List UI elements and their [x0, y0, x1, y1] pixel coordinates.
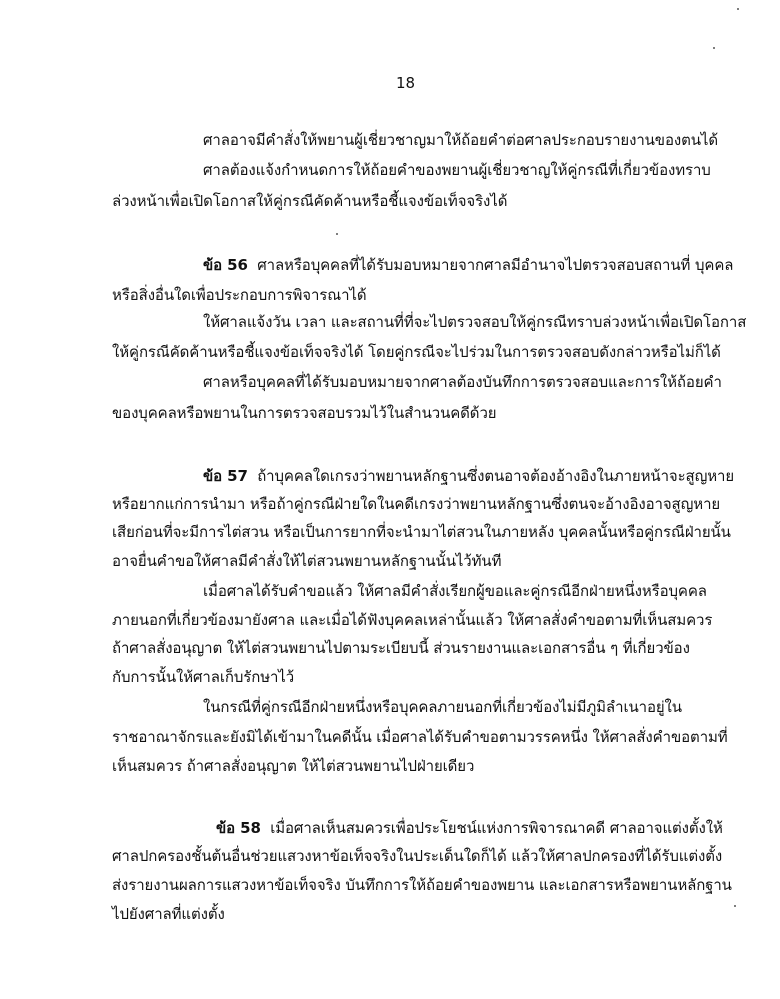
body-line: ศาลต้องแจ้งกำหนดการให้ถ้อยคำของพยานผู้เชี่ยวชาญให้คู่กรณีที่เกี่ยวข้องทราบ	[203, 161, 711, 179]
body-line: หรือยากแก่การนำมา หรือถ้าคู่กรณีฝ่ายใดในคดีเกรงว่าพยานหลักฐานซึ่งตนจะอ้างอิงอาจสูญหาย	[112, 495, 721, 513]
clause-57-line	[203, 466, 734, 486]
clause-text: ถ้าบุคคลใดเกรงว่าพยานหลักฐานซึ่งตนอาจต้องอ้างอิงในภายหน้าจะสูญหาย	[257, 467, 735, 485]
body-line: ให้ศาลแจ้งวัน เวลา และสถานที่ที่จะไปตรวจสอบให้คู่กรณีทราบล่วงหน้าเพื่อเปิดโอกาส	[203, 313, 747, 331]
body-line: หรือสิ่งอื่นใดเพื่อประกอบการพิจารณาได้	[112, 286, 367, 304]
body-line: ล่วงหน้าเพื่อเปิดโอกาสให้คู่กรณีคัดค้านหรือชี้แจงข้อเท็จจริงได้	[112, 192, 508, 210]
body-line: เสียก่อนที่จะมีการไต่สวน หรือเป็นการยากที่จะนำมาไต่สวนในภายหลัง บุคคลนั้นหรือคู่กรณีฝ่ายนั้น	[112, 523, 731, 541]
body-line: ภายนอกที่เกี่ยวข้องมายังศาล และเมื่อได้ฟังบุคคลเหล่านั้นแล้ว ให้ศาลสั่งคำขอตามที่เห็นสมควร	[112, 611, 713, 629]
body-line: อาจยื่นคำขอให้ศาลมีคำสั่งให้ไต่สวนพยานหลักฐานนั้นไว้ทันที	[112, 552, 502, 570]
body-line: ศาลปกครองชั้นต้นอื่นช่วยแสวงหาข้อเท็จจริงในประเด็นใดก็ได้ แล้วให้ศาลปกครองที่ได้รับแต่งตั้ง	[112, 847, 723, 865]
body-line: ให้คู่กรณีคัดค้านหรือชี้แจงข้อเท็จจริงได้ โดยคู่กรณีจะไปร่วมในการตรวจสอบดังกล่าวหรือไม่ก็ได้	[112, 343, 721, 361]
body-line: ในกรณีที่คู่กรณีอีกฝ่ายหนึ่งหรือบุคคลภายนอกที่เกี่ยวข้องไม่มีภูมิลำเนาอยู่ใน	[203, 698, 682, 716]
body-line: ศาลหรือบุคคลที่ได้รับมอบหมายจากศาลต้องบันทึกการตรวจสอบและการให้ถ้อยคำ	[203, 373, 722, 391]
clause-label: ข้อ 57	[203, 467, 248, 485]
page-number: 18	[396, 74, 416, 92]
clause-58-line	[216, 818, 723, 838]
body-line: กับการนั้นให้ศาลเก็บรักษาไว้	[112, 668, 295, 686]
clause-text: เมื่อศาลเห็นสมควรเพื่อประโยชน์แห่งการพิจารณาคดี ศาลอาจแต่งตั้งให้	[270, 819, 723, 837]
scan-speck	[737, 8, 739, 10]
clause-text: ศาลหรือบุคคลที่ได้รับมอบหมายจากศาลมีอำนาจไปตรวจสอบสถานที่ บุคคล	[257, 256, 734, 274]
body-line: ราชอาณาจักรและยังมิได้เข้ามาในคดีนั้น เมื่อศาลได้รับคำขอตามวรรคหนึ่ง ให้ศาลสั่งคำขอตามที่	[112, 728, 728, 746]
body-line: ศาลอาจมีคำสั่งให้พยานผู้เชี่ยวชาญมาให้ถ้อยคำต่อศาลประกอบรายงานของตนได้	[203, 131, 718, 149]
clause-label: ข้อ 56	[203, 256, 248, 274]
clause-56-line	[203, 255, 733, 275]
body-line: ส่งรายงานผลการแสวงหาข้อเท็จจริง บันทึกการให้ถ้อยคำของพยาน และเอกสารหรือพยานหลักฐาน	[112, 876, 732, 894]
body-line: ไปยังศาลที่แต่งตั้ง	[112, 905, 225, 923]
body-line: เมื่อศาลได้รับคำขอแล้ว ให้ศาลมีคำสั่งเรียกผู้ขอและคู่กรณีอีกฝ่ายหนึ่งหรือบุคคล	[203, 582, 707, 600]
body-line: ถ้าศาลสั่งอนุญาต ให้ไต่สวนพยานไปตามระเบียบนี้ ส่วนรายงานและเอกสารอื่น ๆ ที่เกี่ยวข้อง	[112, 639, 690, 657]
clause-label: ข้อ 58	[216, 819, 261, 837]
scan-speck	[734, 905, 736, 907]
body-line: ของบุคคลหรือพยานในการตรวจสอบรวมไว้ในสำนวนคดีด้วย	[112, 404, 497, 422]
scan-speck	[713, 47, 715, 49]
scan-speck	[336, 233, 338, 235]
body-line: เห็นสมควร ถ้าศาลสั่งอนุญาต ให้ไต่สวนพยานไปฝ่ายเดียว	[112, 757, 475, 775]
